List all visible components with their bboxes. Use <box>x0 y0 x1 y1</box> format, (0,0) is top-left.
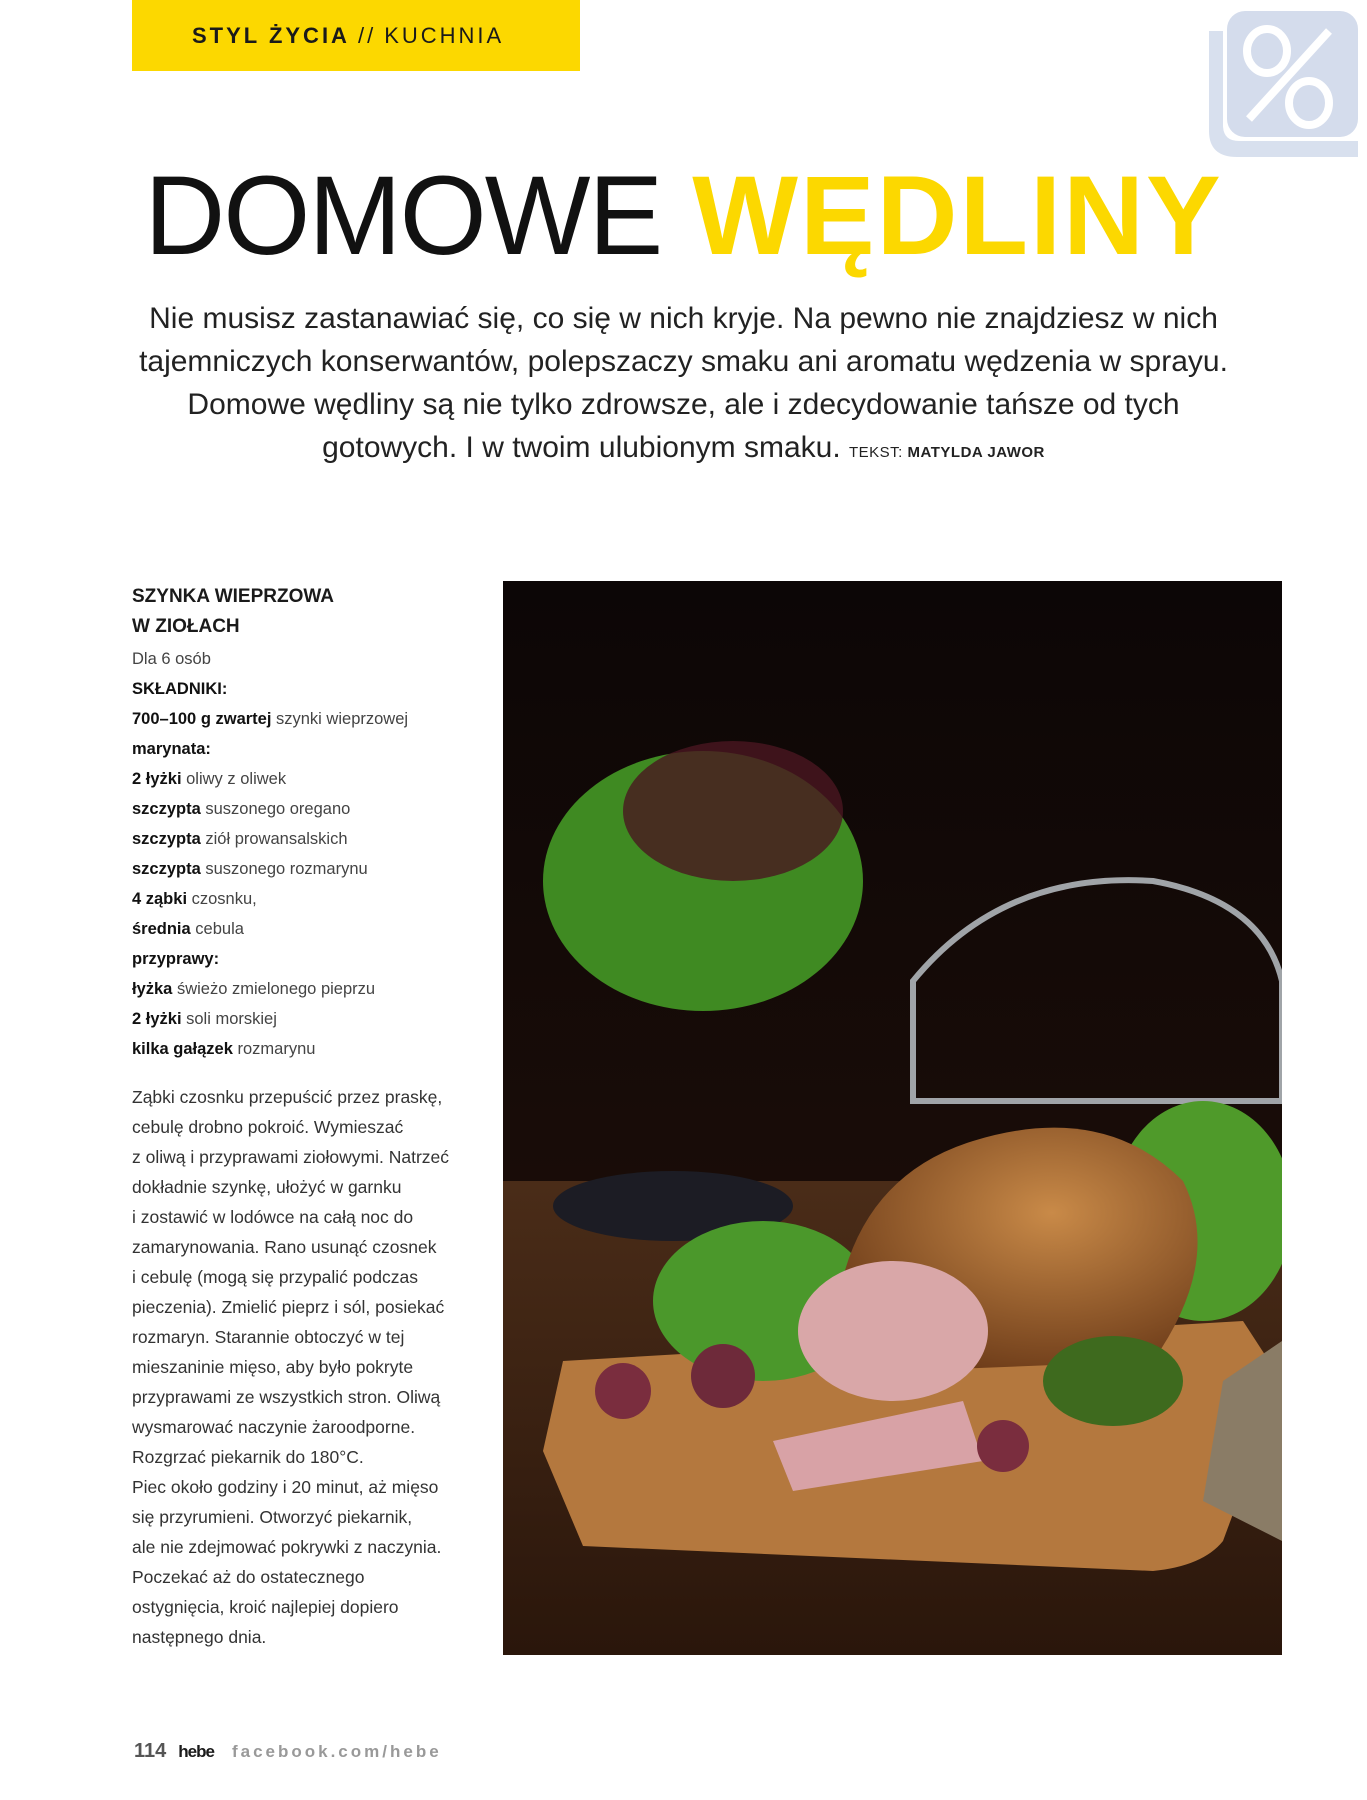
ingredient-item <box>132 884 477 914</box>
subsection-label: KUCHNIA <box>384 22 505 48</box>
ingredient-item <box>132 944 477 974</box>
ingredient-name: ziół prowansalskich <box>200 830 348 848</box>
ingredient-amount: szczypta <box>132 830 201 848</box>
ingredient-item <box>132 974 477 1004</box>
ingredient-amount: 2 łyżki <box>132 1010 182 1028</box>
ingredient-name: oliwy z oliwek <box>181 770 287 788</box>
instruction-line: z oliwą i przyprawami ziołowymi. Natrzeć <box>132 1147 450 1167</box>
instruction-line: Piec około godziny i 20 minut, aż mięso <box>132 1477 439 1497</box>
recipe-column <box>132 582 477 1652</box>
instruction-line: następnego dnia. <box>132 1627 267 1647</box>
ham-photo <box>503 581 1282 1655</box>
recipe-title <box>132 582 477 642</box>
instruction-line: cebulę drobno pokroić. Wymieszać <box>132 1117 404 1137</box>
ingredient-item <box>132 1004 477 1034</box>
ingredient-name: soli morskiej <box>181 1010 277 1028</box>
page-footer <box>134 1740 442 1763</box>
ingredient-item <box>132 824 477 854</box>
instruction-line: pieczenia). Zmielić pieprz i sól, posiekać <box>132 1297 445 1317</box>
ingredient-item <box>132 764 477 794</box>
ingredient-name: rozmarynu <box>232 1040 316 1058</box>
ingredient-amount: szczypta <box>132 860 201 878</box>
instruction-line: Ząbki czosnku przepuścić przez praskę, <box>132 1087 443 1107</box>
ingredient-name: świeżo zmielonego pieprzu <box>172 980 376 998</box>
page-title <box>0 153 1367 278</box>
instructions <box>132 1082 477 1652</box>
ingredient-item <box>132 794 477 824</box>
instruction-line: Poczekać aż do ostatecznego <box>132 1567 365 1587</box>
ingredient-amount: 4 ząbki <box>132 890 188 908</box>
ingredient-amount: marynata: <box>132 740 211 758</box>
ingredients-heading: SKŁADNIKI: <box>132 680 228 698</box>
instruction-line: Rozgrzać piekarnik do 180°C. <box>132 1447 364 1467</box>
ingredients-label <box>132 674 477 704</box>
title-part2: WĘDLINY <box>692 153 1223 278</box>
instruction-line: mieszaninie mięso, aby było pokryte <box>132 1357 414 1377</box>
author-credit <box>849 444 1045 461</box>
percent-icon <box>1209 11 1358 157</box>
instruction-line: przyprawami ze wszystkich stron. Oliwą <box>132 1387 441 1407</box>
ingredient-name: czosnku, <box>187 890 257 908</box>
section-label: STYL ŻYCIA <box>192 22 350 48</box>
facebook-link[interactable]: facebook.com/hebe <box>231 1742 442 1761</box>
ingredient-name: suszonego rozmarynu <box>200 860 368 878</box>
ingredient-amount: kilka gałązek <box>132 1040 233 1058</box>
instruction-line: ostygnięcia, kroić najlepiej dopiero <box>132 1597 399 1617</box>
instruction-line: wysmarować naczynie żaroodporne. <box>132 1417 416 1437</box>
ingredient-amount: łyżka <box>132 980 173 998</box>
ingredient-item <box>132 854 477 884</box>
ingredient-amount: 2 łyżki <box>132 770 182 788</box>
instruction-line: rozmaryn. Starannie obtoczyć w tej <box>132 1327 405 1347</box>
section-separator: // <box>357 22 377 48</box>
ingredient-amount: przyprawy: <box>132 950 220 968</box>
ingredient-amount: średnia <box>132 920 191 938</box>
credit-author: MATYLDA JAWOR <box>907 444 1045 461</box>
recipe-title-line2: W ZIOŁACH <box>132 616 240 637</box>
instruction-line: dokładnie szynkę, ułożyć w garnku <box>132 1177 402 1197</box>
brand-logo: hebe <box>178 1742 214 1761</box>
ingredient-name: szynki wieprzowej <box>271 710 409 728</box>
ingredient-name: cebula <box>190 920 244 938</box>
intro-paragraph <box>120 297 1247 474</box>
instruction-line: i zostawić w lodówce na całą noc do <box>132 1207 414 1227</box>
ingredient-amount: szczypta <box>132 800 201 818</box>
credit-label: TEKST: <box>849 444 903 461</box>
instruction-line: i cebulę (mogą się przypalić podczas <box>132 1267 418 1287</box>
ingredient-name: suszonego oregano <box>200 800 351 818</box>
instruction-line: się przyrumieni. Otworzyć piekarnik, <box>132 1507 413 1527</box>
page-number: 114 <box>134 1740 167 1762</box>
ingredient-item <box>132 914 477 944</box>
recipe-title-line1: SZYNKA WIEPRZOWA <box>132 586 334 607</box>
intro-text: Nie musisz zastanawiać się, co się w nich kryje. Na pewno nie znajdziesz w nich tajemniczych konserwantów, polepszaczy smaku ani aromatu wędzenia w sprayu. Domowe wędliny są nie tylko zdrowsze, ale i zdecydowanie tańsze od tych gotowych. I w twoim ulubionym smaku. <box>139 302 1228 464</box>
instruction-line: zamarynowania. Rano usunąć czosnek <box>132 1237 437 1257</box>
ingredient-item <box>132 734 477 764</box>
servings: Dla 6 osób <box>132 650 211 668</box>
title-part1: DOMOWE <box>144 153 662 278</box>
section-tag <box>132 0 580 71</box>
ingredient-list <box>132 704 477 1064</box>
ingredient-item <box>132 704 477 734</box>
instruction-line: ale nie zdejmować pokrywki z naczynia. <box>132 1537 442 1557</box>
ingredient-item <box>132 1034 477 1064</box>
ingredient-amount: 700–100 g zwartej <box>132 710 272 728</box>
